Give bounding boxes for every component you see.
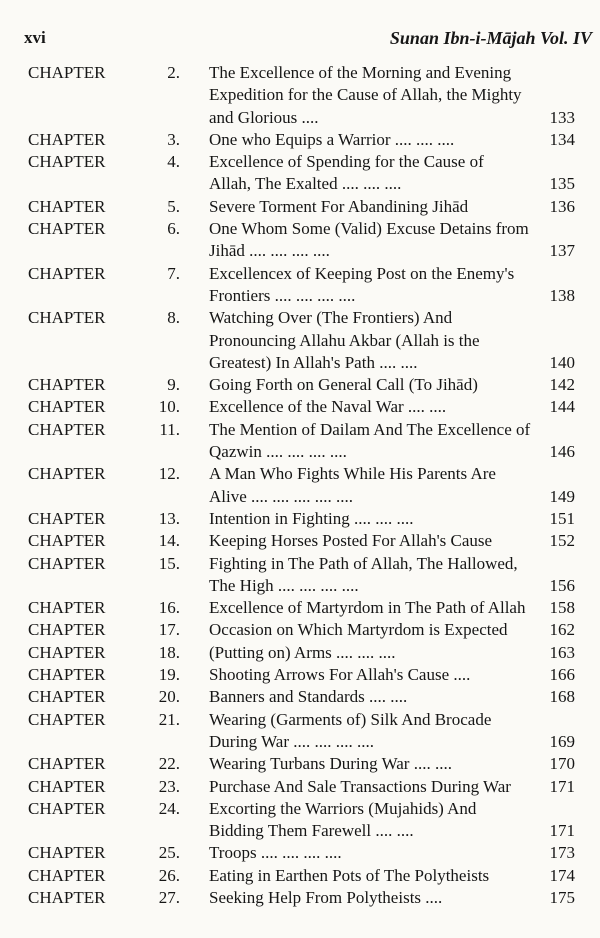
chapter-number: 10. xyxy=(158,397,180,417)
chapter-title xyxy=(209,463,539,508)
page-reference: 162 xyxy=(549,620,575,640)
toc-entry xyxy=(0,553,600,598)
chapter-title-line: One who Equips a Warrior .... .... .... xyxy=(209,129,455,149)
chapter-label: CHAPTER xyxy=(28,129,106,149)
toc-entry xyxy=(0,62,600,129)
page-reference: 146 xyxy=(549,442,575,462)
chapter-title-line: Wearing (Garments of) Silk And Brocade xyxy=(209,709,492,729)
toc-entry xyxy=(0,307,600,374)
chapter-title-line: Fighting in The Path of Allah, The Hallowed, xyxy=(209,553,518,573)
chapter-number: 13. xyxy=(158,508,180,528)
chapter-title xyxy=(209,374,539,396)
chapter-number: 12. xyxy=(158,464,180,484)
chapter-title-line: Qazwin .... .... .... .... xyxy=(209,442,347,462)
chapter-title-line: The Mention of Dailam And The Excellence of xyxy=(209,419,531,439)
chapter-label: CHAPTER xyxy=(28,152,106,172)
chapter-title xyxy=(209,196,539,218)
chapter-title-line: Eating in Earthen Pots of The Polytheists xyxy=(209,865,490,885)
toc-entry xyxy=(0,709,600,754)
page-reference: 168 xyxy=(549,687,575,707)
toc-entry xyxy=(0,129,600,151)
chapter-number: 22. xyxy=(158,754,180,774)
chapter-title-line: Occasion on Which Martyrdom is Expected xyxy=(209,620,508,640)
chapter-title-line: Bidding Them Farewell .... .... xyxy=(209,821,414,841)
toc-entry xyxy=(0,753,600,775)
page-reference: 138 xyxy=(549,285,575,305)
chapter-label: CHAPTER xyxy=(28,887,106,907)
chapter-title-line: Seeking Help From Polytheists .... xyxy=(209,887,443,907)
chapter-label: CHAPTER xyxy=(28,865,106,885)
toc-entry xyxy=(0,597,600,619)
toc-entry xyxy=(0,218,600,263)
chapter-title-line: Greatest) In Allah's Path .... .... xyxy=(209,352,418,372)
page-reference: 158 xyxy=(549,598,575,618)
chapter-title-line: Allah, The Exalted .... .... .... xyxy=(209,174,402,194)
chapter-title-line: and Glorious .... xyxy=(209,107,319,127)
chapter-label: CHAPTER xyxy=(28,419,106,439)
page-reference: 169 xyxy=(549,731,575,751)
toc-entry xyxy=(0,396,600,418)
toc-entry xyxy=(0,263,600,308)
chapter-title-line: Wearing Turbans During War .... .... xyxy=(209,754,452,774)
chapter-title xyxy=(209,530,539,552)
chapter-title-line: Watching Over (The Frontiers) And xyxy=(209,308,453,328)
page-reference: 166 xyxy=(549,665,575,685)
chapter-title xyxy=(209,686,539,708)
page-reference: 156 xyxy=(549,575,575,595)
chapter-label: CHAPTER xyxy=(28,464,106,484)
chapter-number: 8. xyxy=(167,308,180,328)
toc-entry xyxy=(0,776,600,798)
page-reference: 137 xyxy=(549,241,575,261)
chapter-label: CHAPTER xyxy=(28,687,106,707)
page-reference: 171 xyxy=(549,776,575,796)
chapter-number: 19. xyxy=(158,665,180,685)
chapter-number: 5. xyxy=(167,196,180,216)
chapter-label: CHAPTER xyxy=(28,263,106,283)
toc-entry xyxy=(0,151,600,196)
chapter-label: CHAPTER xyxy=(28,598,106,618)
chapter-number: 4. xyxy=(167,152,180,172)
chapter-title xyxy=(209,151,539,196)
chapter-number: 9. xyxy=(167,375,180,395)
chapter-title-line: Troops .... .... .... .... xyxy=(209,843,342,863)
chapter-number: 2. xyxy=(167,63,180,82)
chapter-title-line: A Man Who Fights While His Parents Are xyxy=(209,464,496,484)
chapter-title-line: Excellence of the Naval War .... .... xyxy=(209,397,447,417)
chapter-title-line: Severe Torment For Abandining Jihād xyxy=(209,196,469,216)
chapter-number: 23. xyxy=(158,776,180,796)
toc-entry xyxy=(0,463,600,508)
page-reference: 136 xyxy=(549,196,575,216)
chapter-title-line: Jihād .... .... .... .... xyxy=(209,241,330,261)
chapter-label: CHAPTER xyxy=(28,665,106,685)
chapter-number: 16. xyxy=(158,598,180,618)
chapter-title xyxy=(209,263,539,308)
chapter-label: CHAPTER xyxy=(28,776,106,796)
chapter-number: 11. xyxy=(159,419,180,439)
chapter-title-line: Banners and Standards .... .... xyxy=(209,687,408,707)
chapter-title xyxy=(209,508,539,530)
chapter-label: CHAPTER xyxy=(28,508,106,528)
chapter-title xyxy=(209,753,539,775)
chapter-title-line: One Whom Some (Valid) Excuse Detains from xyxy=(209,219,529,239)
chapter-number: 24. xyxy=(158,798,180,818)
chapter-number: 18. xyxy=(158,642,180,662)
page-reference: 170 xyxy=(549,754,575,774)
chapter-number: 21. xyxy=(158,709,180,729)
chapter-label: CHAPTER xyxy=(28,553,106,573)
page-reference: 151 xyxy=(549,508,575,528)
chapter-label: CHAPTER xyxy=(28,63,106,82)
chapter-title xyxy=(209,865,539,887)
page-reference: 152 xyxy=(549,531,575,551)
chapter-title-line: Alive .... .... .... .... .... xyxy=(209,486,354,506)
chapter-title xyxy=(209,798,539,843)
toc-entry xyxy=(0,196,600,218)
page-reference: 171 xyxy=(549,821,575,841)
page-reference: 174 xyxy=(549,865,575,885)
chapter-label: CHAPTER xyxy=(28,375,106,395)
chapter-number: 3. xyxy=(167,129,180,149)
toc-entry xyxy=(0,374,600,396)
page-number: xvi xyxy=(24,28,46,47)
chapter-title xyxy=(209,129,539,151)
chapter-label: CHAPTER xyxy=(28,843,106,863)
page-reference: 149 xyxy=(549,486,575,506)
chapter-title xyxy=(209,709,539,754)
chapter-label: CHAPTER xyxy=(28,620,106,640)
toc-entry xyxy=(0,619,600,641)
chapter-title xyxy=(209,597,539,619)
chapter-title-line: Expedition for the Cause of Allah, the Mighty xyxy=(209,85,522,105)
toc-entry xyxy=(0,686,600,708)
chapter-label: CHAPTER xyxy=(28,397,106,417)
page-reference: 173 xyxy=(549,843,575,863)
toc-entry xyxy=(0,642,600,664)
chapter-label: CHAPTER xyxy=(28,219,106,239)
page-reference: 134 xyxy=(549,129,575,149)
toc-entry xyxy=(0,530,600,552)
page-header xyxy=(24,28,592,48)
chapter-label: CHAPTER xyxy=(28,308,106,328)
page-reference: 175 xyxy=(549,887,575,907)
chapter-title xyxy=(209,62,539,129)
chapter-title xyxy=(209,776,539,798)
table-of-contents xyxy=(0,62,600,909)
chapter-label: CHAPTER xyxy=(28,798,106,818)
toc-entry xyxy=(0,865,600,887)
chapter-label: CHAPTER xyxy=(28,754,106,774)
running-title: Sunan Ibn-i-Mājah Vol. IV xyxy=(389,28,592,48)
chapter-title-line: Purchase And Sale Transactions During War xyxy=(209,776,511,796)
chapter-label: CHAPTER xyxy=(28,709,106,729)
chapter-title xyxy=(209,842,539,864)
chapter-number: 17. xyxy=(158,620,180,640)
chapter-number: 27. xyxy=(158,887,180,907)
chapter-title-line: Excellence of Spending for the Cause of xyxy=(209,152,484,172)
chapter-number: 14. xyxy=(158,531,180,551)
chapter-title xyxy=(209,396,539,418)
toc-entry xyxy=(0,798,600,843)
chapter-title-line: Excorting the Warriors (Mujahids) And xyxy=(209,798,477,818)
chapter-title xyxy=(209,619,539,641)
chapter-title-line: Keeping Horses Posted For Allah's Cause xyxy=(209,531,493,551)
chapter-number: 7. xyxy=(167,263,180,283)
chapter-number: 26. xyxy=(158,865,180,885)
toc-entry xyxy=(0,842,600,864)
toc-entry xyxy=(0,419,600,464)
toc-entry xyxy=(0,887,600,909)
page-reference: 140 xyxy=(549,352,575,372)
toc-entry xyxy=(0,508,600,530)
chapter-title-line: The High .... .... .... .... xyxy=(209,575,359,595)
chapter-number: 15. xyxy=(158,553,180,573)
chapter-label: CHAPTER xyxy=(28,642,106,662)
chapter-title xyxy=(209,642,539,664)
chapter-label: CHAPTER xyxy=(28,196,106,216)
chapter-title-line: Excellencex of Keeping Post on the Enemy's xyxy=(209,263,515,283)
chapter-title xyxy=(209,419,539,464)
chapter-number: 6. xyxy=(167,219,180,239)
chapter-title-line: Shooting Arrows For Allah's Cause .... xyxy=(209,665,471,685)
chapter-title xyxy=(209,307,539,374)
chapter-title-line: Intention in Fighting .... .... .... xyxy=(209,508,414,528)
page-reference: 144 xyxy=(549,397,575,417)
page-reference: 142 xyxy=(549,375,575,395)
chapter-title-line: Excellence of Martyrdom in The Path of Allah xyxy=(209,598,526,618)
chapter-title-line: The Excellence of the Morning and Evening xyxy=(209,63,512,82)
chapter-title-line: Frontiers .... .... .... .... xyxy=(209,285,356,305)
chapter-label: CHAPTER xyxy=(28,531,106,551)
chapter-title xyxy=(209,218,539,263)
page-reference: 133 xyxy=(549,107,575,127)
page-reference: 163 xyxy=(549,642,575,662)
chapter-title-line: During War .... .... .... .... xyxy=(209,731,374,751)
chapter-title xyxy=(209,553,539,598)
chapter-title-line: (Putting on) Arms .... .... .... xyxy=(209,642,396,662)
chapter-title xyxy=(209,887,539,909)
toc-entry xyxy=(0,664,600,686)
chapter-number: 20. xyxy=(158,687,180,707)
chapter-title xyxy=(209,664,539,686)
chapter-title-line: Going Forth on General Call (To Jihād) xyxy=(209,375,478,395)
page-reference: 135 xyxy=(549,174,575,194)
chapter-title-line: Pronouncing Allahu Akbar (Allah is the xyxy=(209,330,480,350)
chapter-number: 25. xyxy=(158,843,180,863)
